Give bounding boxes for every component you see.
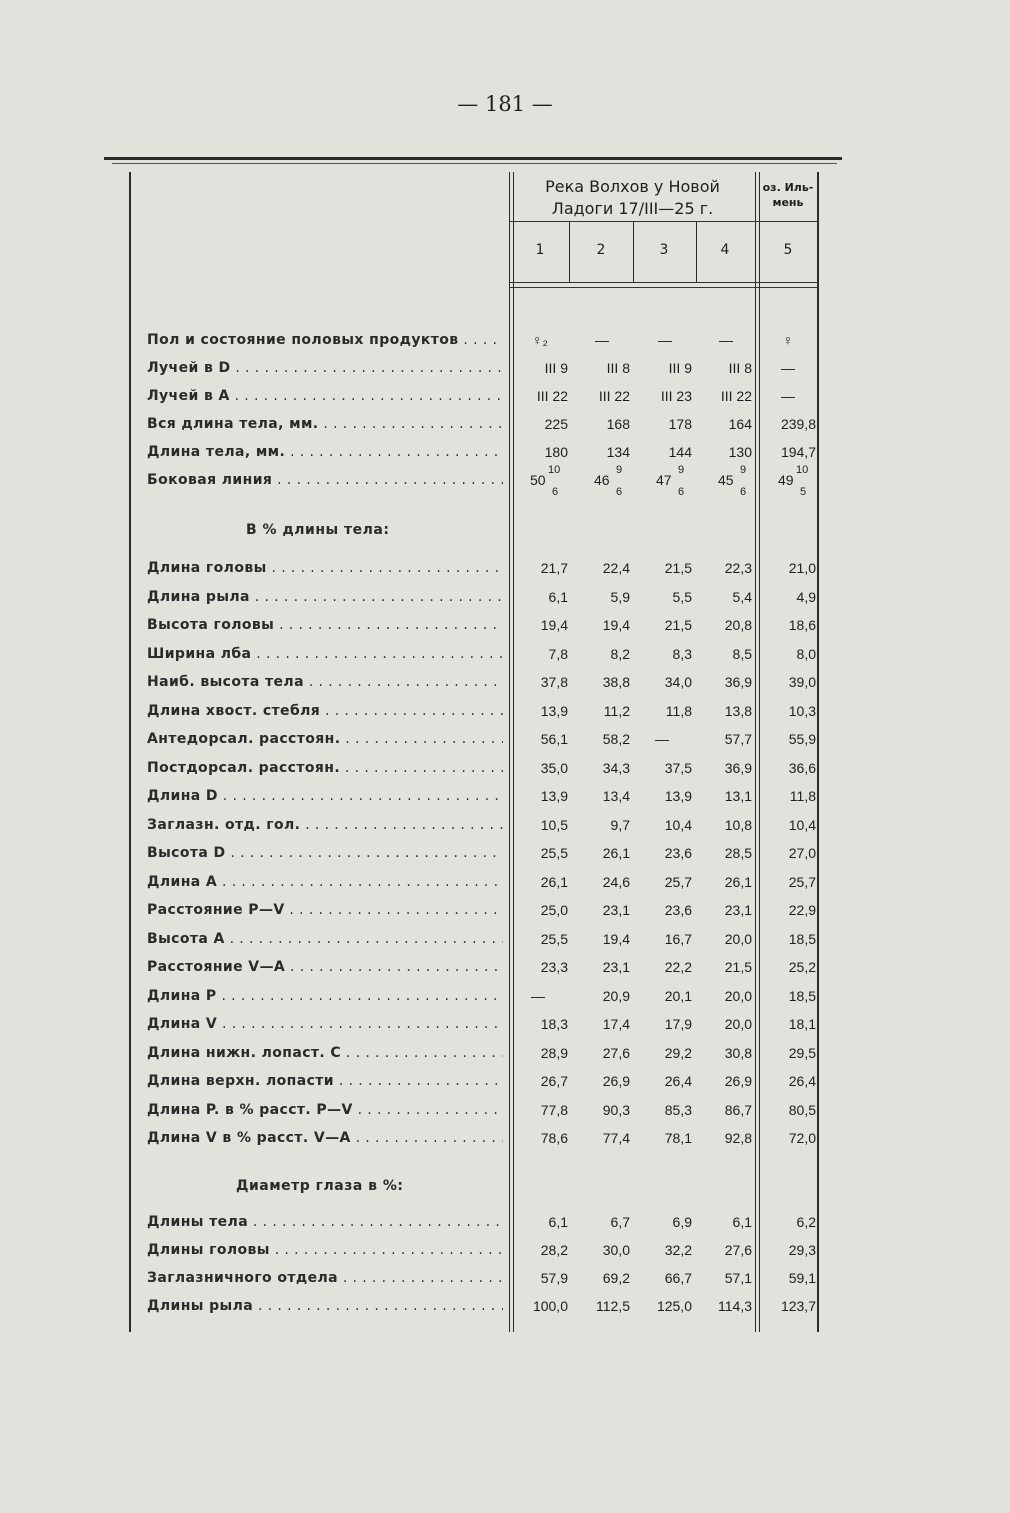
cell: 7,8 bbox=[548, 645, 568, 662]
fraction-sup: 10 bbox=[796, 464, 809, 476]
fraction-cell bbox=[530, 464, 570, 498]
cell: 17,9 bbox=[664, 1016, 692, 1032]
cell: 57,9 bbox=[540, 1270, 568, 1286]
cell: — bbox=[781, 360, 795, 376]
cell: 26,1 bbox=[724, 873, 752, 890]
cell: 34,0 bbox=[664, 674, 692, 690]
table-row bbox=[0, 902, 1010, 926]
cell: 29,5 bbox=[788, 1044, 816, 1061]
cell: — bbox=[531, 987, 545, 1004]
cell: III 23 bbox=[660, 388, 692, 404]
cell: 6,1 bbox=[548, 1214, 568, 1230]
cell: 10,8 bbox=[724, 816, 752, 833]
cell: 21,5 bbox=[664, 560, 692, 576]
cell: 86,7 bbox=[724, 1101, 752, 1118]
cell: 19,4 bbox=[602, 930, 630, 947]
cell: 144 bbox=[668, 444, 692, 460]
cell: 6,1 bbox=[548, 588, 568, 605]
cell: 39,0 bbox=[788, 674, 816, 690]
fraction-base: 49 bbox=[778, 472, 794, 488]
cell: 57,1 bbox=[724, 1270, 752, 1286]
col-divider-1 bbox=[569, 222, 570, 282]
cell: III 22 bbox=[720, 388, 752, 404]
header-group-volkhov: Река Волхов у Новой Ладоги 17/III—25 г. bbox=[545, 177, 720, 218]
row-label: Длина P . . . bbox=[147, 988, 503, 1004]
cell: 38,8 bbox=[602, 674, 630, 690]
cell: 17,4 bbox=[602, 1016, 630, 1032]
col-divider-3 bbox=[696, 222, 697, 282]
table-top-rule-thin bbox=[112, 163, 837, 164]
cell: 13,8 bbox=[724, 702, 752, 719]
cell: 16,7 bbox=[664, 930, 692, 947]
col-number-4: 4 bbox=[720, 242, 730, 258]
cell: 19,4 bbox=[540, 617, 568, 633]
row-label: Вся длина тела, мм. . . . bbox=[147, 416, 503, 432]
cell: — bbox=[781, 388, 795, 404]
cell: 90,3 bbox=[602, 1101, 630, 1118]
cell: 26,1 bbox=[602, 845, 630, 861]
table-row bbox=[0, 1073, 1010, 1097]
cell: 85,3 bbox=[664, 1101, 692, 1118]
row-label: Расстояние P—V . . . bbox=[147, 902, 503, 918]
cell: ♀₂ bbox=[532, 332, 548, 348]
cell: 25,7 bbox=[664, 873, 692, 890]
header-group-ilmen: оз. Иль- мень bbox=[762, 181, 814, 209]
table-row bbox=[0, 1270, 1010, 1294]
cell: 225 bbox=[544, 416, 568, 432]
cell: 20,0 bbox=[724, 1016, 752, 1032]
fraction-cell bbox=[656, 464, 696, 498]
cell: 18,6 bbox=[788, 617, 816, 633]
cell: 125,0 bbox=[656, 1298, 692, 1314]
row-label: Заглазничного отдела . . . bbox=[147, 1270, 503, 1286]
cell: 23,6 bbox=[664, 902, 692, 918]
table-row bbox=[0, 731, 1010, 755]
cell: 8,5 bbox=[732, 645, 752, 662]
cell: 5,5 bbox=[672, 588, 692, 605]
cell: 32,2 bbox=[664, 1242, 692, 1258]
cell: 21,7 bbox=[540, 560, 568, 576]
row-label: Длина A . . . bbox=[147, 874, 503, 890]
cell: 20,0 bbox=[724, 930, 752, 947]
cell: 59,1 bbox=[788, 1270, 816, 1286]
fraction-sup: 9 bbox=[616, 464, 623, 476]
cell: 78,1 bbox=[664, 1130, 692, 1146]
table-row bbox=[0, 959, 1010, 983]
table-row bbox=[0, 1298, 1010, 1322]
cell: 36,6 bbox=[788, 759, 816, 776]
cell: 20,9 bbox=[602, 987, 630, 1004]
table-row bbox=[0, 560, 1010, 584]
cell: 36,9 bbox=[724, 674, 752, 690]
row-label: Антедорсал. расстоян. . . . bbox=[147, 731, 503, 747]
row-label: Высота A . . . bbox=[147, 931, 503, 947]
header-underline-2 bbox=[510, 282, 818, 283]
cell: 180 bbox=[544, 444, 568, 460]
cell: 23,1 bbox=[602, 959, 630, 975]
cell: 8,0 bbox=[796, 645, 816, 662]
fraction-sub: 6 bbox=[740, 486, 747, 498]
table-row bbox=[0, 817, 1010, 841]
fraction-sub: 6 bbox=[678, 486, 685, 498]
table-row bbox=[0, 332, 1010, 356]
col-number-5: 5 bbox=[783, 242, 793, 258]
table-row-lateral-line bbox=[0, 464, 1010, 508]
row-label: Длина P. в % расст. P—V . . . bbox=[147, 1102, 503, 1118]
cell: 36,9 bbox=[724, 759, 752, 776]
cell: 22,4 bbox=[602, 560, 630, 576]
cell: 69,2 bbox=[602, 1270, 630, 1286]
header-underline-3 bbox=[510, 287, 818, 288]
col-divider-2 bbox=[633, 222, 634, 282]
cell: 8,2 bbox=[610, 645, 630, 662]
cell: 29,2 bbox=[664, 1044, 692, 1061]
cell: 22,3 bbox=[724, 560, 752, 576]
col-number-1: 1 bbox=[535, 242, 545, 258]
row-label: Длина нижн. лопаст. C . . . bbox=[147, 1045, 503, 1061]
cell: 72,0 bbox=[788, 1130, 816, 1146]
table-row bbox=[0, 845, 1010, 869]
cell: 26,9 bbox=[724, 1073, 752, 1089]
table-row bbox=[0, 703, 1010, 727]
fraction-base: 50 bbox=[530, 472, 546, 488]
cell: — bbox=[719, 332, 733, 348]
row-label: Длины головы . . . bbox=[147, 1242, 503, 1258]
fraction-base: 45 bbox=[718, 472, 734, 488]
cell: — bbox=[595, 332, 609, 348]
cell: 178 bbox=[668, 416, 692, 432]
cell: 77,4 bbox=[602, 1130, 630, 1146]
cell: 30,8 bbox=[724, 1044, 752, 1061]
row-label: Лучей в D . . . bbox=[147, 360, 503, 376]
cell: 18,3 bbox=[540, 1016, 568, 1032]
table-row bbox=[0, 1214, 1010, 1238]
fraction-sub: 5 bbox=[800, 486, 807, 498]
cell: 21,0 bbox=[788, 560, 816, 576]
table-row bbox=[0, 1130, 1010, 1154]
cell: 25,5 bbox=[540, 930, 568, 947]
page-number: — 181 — bbox=[457, 92, 553, 116]
cell: 77,8 bbox=[540, 1101, 568, 1118]
cell: 8,3 bbox=[672, 645, 692, 662]
col-number-2: 2 bbox=[596, 242, 606, 258]
table-row bbox=[0, 760, 1010, 784]
cell: 10,4 bbox=[664, 816, 692, 833]
cell: 23,3 bbox=[540, 959, 568, 975]
fraction-sub: 6 bbox=[616, 486, 623, 498]
cell: 13,4 bbox=[602, 788, 630, 804]
cell: 92,8 bbox=[724, 1130, 752, 1146]
cell: 21,5 bbox=[664, 617, 692, 633]
table-row bbox=[0, 988, 1010, 1012]
cell: III 9 bbox=[544, 360, 568, 376]
cell: 26,4 bbox=[788, 1073, 816, 1089]
cell: 20,8 bbox=[724, 617, 752, 633]
cell: 28,2 bbox=[540, 1242, 568, 1258]
fraction-cell bbox=[594, 464, 634, 498]
cell: 11,2 bbox=[603, 702, 630, 719]
section-heading-eye: Диаметр глаза в %: bbox=[236, 1178, 404, 1194]
cell: 10,4 bbox=[788, 816, 816, 833]
row-label: Ширина лба . . . bbox=[147, 646, 503, 662]
cell: 25,2 bbox=[788, 959, 816, 975]
table-row bbox=[0, 1102, 1010, 1126]
cell: 164 bbox=[728, 416, 752, 432]
row-label: Длины рыла . . . bbox=[147, 1298, 503, 1314]
cell: 27,6 bbox=[602, 1044, 630, 1061]
cell: 28,5 bbox=[724, 845, 752, 861]
row-label: Заглазн. отд. гол. . . . bbox=[147, 817, 503, 833]
table-row bbox=[0, 416, 1010, 440]
cell: 21,5 bbox=[724, 959, 752, 975]
table-row bbox=[0, 931, 1010, 955]
row-label: Наиб. высота тела . . . bbox=[147, 674, 503, 690]
cell: 5,9 bbox=[610, 588, 630, 605]
cell: 37,5 bbox=[664, 759, 692, 776]
cell: 78,6 bbox=[540, 1130, 568, 1146]
row-label: Длина V в % расст. V—A . . . bbox=[147, 1130, 503, 1146]
cell: 100,0 bbox=[532, 1298, 568, 1314]
table-row bbox=[0, 617, 1010, 641]
cell: 168 bbox=[606, 416, 630, 432]
cell: 10,3 bbox=[788, 702, 816, 719]
cell: 6,7 bbox=[610, 1214, 630, 1230]
fraction-cell bbox=[718, 464, 758, 498]
table-row bbox=[0, 674, 1010, 698]
table-row bbox=[0, 388, 1010, 412]
cell: 114,3 bbox=[718, 1298, 752, 1314]
cell: 18,5 bbox=[788, 987, 816, 1004]
cell: 29,3 bbox=[788, 1242, 816, 1258]
cell: 18,1 bbox=[788, 1016, 816, 1032]
cell: 134 bbox=[606, 444, 630, 460]
cell: 11,8 bbox=[665, 702, 692, 719]
row-label: Длина тела, мм. . . . bbox=[147, 444, 503, 460]
cell: 35,0 bbox=[540, 759, 568, 776]
cell: 26,7 bbox=[540, 1073, 568, 1089]
cell: 55,9 bbox=[788, 731, 816, 747]
row-label: Длина D . . . bbox=[147, 788, 503, 804]
row-label: Длина V . . . bbox=[147, 1016, 503, 1032]
section-heading-pct: В % длины тела: bbox=[246, 522, 390, 538]
cell: 34,3 bbox=[602, 759, 630, 776]
cell: 66,7 bbox=[664, 1270, 692, 1286]
cell: 26,4 bbox=[664, 1073, 692, 1089]
cell: 30,0 bbox=[602, 1242, 630, 1258]
cell: 80,5 bbox=[788, 1101, 816, 1118]
cell: III 22 bbox=[536, 388, 568, 404]
row-label: Длины тела . . . bbox=[147, 1214, 503, 1230]
row-label: Длина хвост. стебля . . . bbox=[147, 703, 503, 719]
fraction-sup: 10 bbox=[548, 464, 561, 476]
cell: 26,1 bbox=[540, 873, 568, 890]
fraction-sup: 9 bbox=[740, 464, 747, 476]
table-row bbox=[0, 444, 1010, 468]
cell: III 22 bbox=[598, 388, 630, 404]
row-label: Постдорсал. расстоян. . . . bbox=[147, 760, 503, 776]
cell: 6,9 bbox=[672, 1214, 692, 1230]
cell: 56,1 bbox=[540, 731, 568, 747]
cell: 25,5 bbox=[540, 845, 568, 861]
cell: 23,1 bbox=[724, 902, 752, 918]
cell: 22,2 bbox=[664, 959, 692, 975]
cell: 10,5 bbox=[540, 816, 568, 833]
cell: 25,0 bbox=[540, 902, 568, 918]
row-label: Высота головы . . . bbox=[147, 617, 503, 633]
table-row bbox=[0, 1045, 1010, 1069]
cell: 26,9 bbox=[602, 1073, 630, 1089]
cell: ♀ bbox=[782, 332, 794, 348]
cell: III 8 bbox=[606, 360, 630, 376]
cell: 6,1 bbox=[732, 1214, 752, 1230]
row-label: Пол и состояние половых продуктов . . . bbox=[147, 332, 503, 348]
cell: 6,2 bbox=[796, 1214, 816, 1230]
cell: — bbox=[655, 731, 669, 747]
cell: 5,4 bbox=[732, 588, 752, 605]
cell: 13,9 bbox=[540, 702, 568, 719]
fraction-sup: 9 bbox=[678, 464, 685, 476]
fraction-base: 47 bbox=[656, 472, 672, 488]
cell: III 8 bbox=[728, 360, 752, 376]
row-label: Лучей в A . . . bbox=[147, 388, 503, 404]
cell: 130 bbox=[728, 444, 752, 460]
cell: 24,6 bbox=[602, 873, 630, 890]
cell: 194,7 bbox=[780, 444, 816, 460]
cell: 18,5 bbox=[788, 930, 816, 947]
table-row bbox=[0, 1242, 1010, 1266]
fraction-base: 46 bbox=[594, 472, 610, 488]
cell: 37,8 bbox=[540, 674, 568, 690]
table-row bbox=[0, 360, 1010, 384]
header-underline bbox=[510, 221, 818, 222]
cell: 57,7 bbox=[724, 731, 752, 747]
cell: 112,5 bbox=[596, 1298, 630, 1314]
cell: 19,4 bbox=[602, 617, 630, 633]
cell: 4,9 bbox=[796, 588, 816, 605]
table-row bbox=[0, 589, 1010, 613]
table-row bbox=[0, 874, 1010, 898]
cell: 239,8 bbox=[780, 416, 816, 432]
cell: 20,0 bbox=[724, 987, 752, 1004]
cell: 25,7 bbox=[788, 873, 816, 890]
table-row bbox=[0, 788, 1010, 812]
cell: 58,2 bbox=[602, 731, 630, 747]
row-label: Боковая линия . . . bbox=[147, 472, 503, 488]
cell: — bbox=[658, 332, 672, 348]
cell: 9,7 bbox=[610, 816, 630, 833]
row-label: Расстояние V—A . . . bbox=[147, 959, 503, 975]
fraction-sub: 6 bbox=[552, 486, 559, 498]
cell: 11,8 bbox=[789, 788, 816, 804]
row-label: Длина головы . . . bbox=[147, 560, 503, 576]
cell: 13,9 bbox=[664, 788, 692, 804]
cell: 13,1 bbox=[724, 788, 752, 804]
cell: 28,9 bbox=[540, 1044, 568, 1061]
cell: III 9 bbox=[668, 360, 692, 376]
table-row bbox=[0, 646, 1010, 670]
cell: 27,0 bbox=[788, 845, 816, 861]
cell: 20,1 bbox=[664, 987, 692, 1004]
cell: 23,1 bbox=[602, 902, 630, 918]
cell: 123,7 bbox=[780, 1298, 816, 1314]
col-number-3: 3 bbox=[659, 242, 669, 258]
cell: 22,9 bbox=[788, 902, 816, 918]
row-label: Длина рыла . . . bbox=[147, 589, 503, 605]
cell: 27,6 bbox=[724, 1242, 752, 1258]
cell: 23,6 bbox=[664, 845, 692, 861]
row-label: Высота D . . . bbox=[147, 845, 503, 861]
fraction-cell bbox=[778, 464, 818, 498]
cell: 13,9 bbox=[540, 788, 568, 804]
table-row bbox=[0, 1016, 1010, 1040]
row-label: Длина верхн. лопасти . . . bbox=[147, 1073, 503, 1089]
table-top-rule bbox=[104, 157, 842, 160]
